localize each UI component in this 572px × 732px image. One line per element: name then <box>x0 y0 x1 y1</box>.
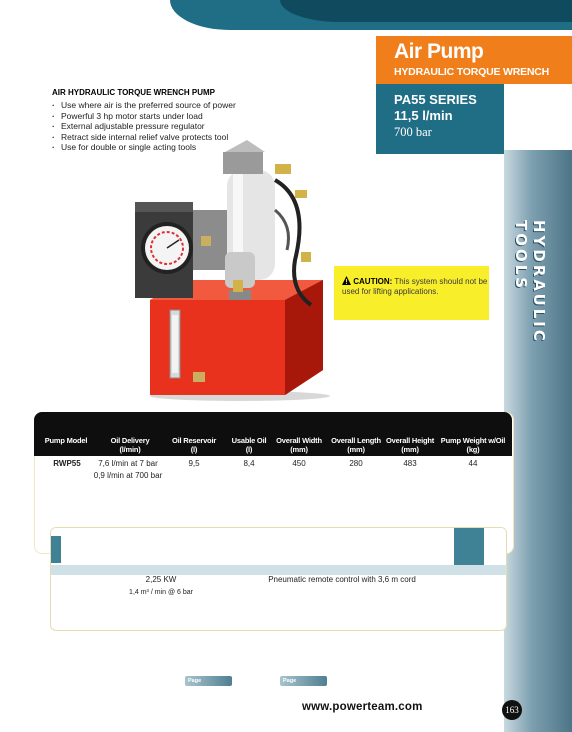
page-link[interactable]: Page <box>280 676 327 686</box>
cell-usable: 8,4 <box>243 459 255 468</box>
series-flow: 11,5 l/min <box>394 108 453 123</box>
product-heading: AIR HYDRAULIC TORQUE WRENCH PUMP <box>52 88 215 97</box>
cell-reservoir: 9,5 <box>188 459 200 468</box>
pump-image <box>125 140 335 402</box>
column-header-unit: (kg) <box>466 445 480 454</box>
motor-table-band <box>51 565 506 575</box>
website-url[interactable]: www.powerteam.com <box>302 701 423 713</box>
side-section-label: HYDRAULIC TOOLS <box>512 220 548 344</box>
feature-item: · Powerful 3 hp motor starts under load <box>52 111 236 122</box>
cell-delivery: 0,9 l/min at 700 bar <box>93 471 163 480</box>
column-header-unit: (mm) <box>347 445 365 454</box>
feature-item: · Retract side internal relief valve protects tool <box>52 132 236 143</box>
caution-box <box>334 266 489 320</box>
motor-table-accent <box>51 536 61 563</box>
column-header <box>98 436 162 454</box>
feature-item: · Use where air is the preferred source of power <box>52 100 236 111</box>
page-title: Air Pump <box>394 40 484 63</box>
column-header-label: Overall Height <box>385 436 435 445</box>
cell-length: 280 <box>349 459 363 468</box>
warning-icon <box>342 276 351 285</box>
cell-remote-control: Pneumatic remote control with 3,6 m cord <box>268 575 416 584</box>
cell-height: 483 <box>403 459 417 468</box>
feature-item: · Use for double or single acting tools <box>52 142 236 153</box>
series-pressure: 700 bar <box>394 125 432 139</box>
column-header <box>272 436 326 454</box>
column-header-label: Overall Width <box>276 436 322 445</box>
cell-delivery: 7,6 l/min at 7 bar <box>98 459 158 468</box>
column-header-label: Pump Model <box>44 436 88 445</box>
column-header-label: Pump Weight w/Oil <box>440 436 506 445</box>
caution-label: CAUTION: <box>353 277 393 286</box>
column-header-unit: (l) <box>245 445 253 454</box>
series-box <box>376 84 504 154</box>
caution-text: This system should not be used for lifting applications. <box>342 277 488 296</box>
column-header-unit: (mm) <box>290 445 308 454</box>
page-subtitle: HYDRAULIC TORQUE WRENCH <box>394 66 550 78</box>
column-header-label: Overall Length <box>331 436 381 445</box>
column-header <box>165 436 223 454</box>
cell-air-consumption: 1,4 m³ / min @ 6 bar <box>129 589 193 596</box>
column-header <box>383 436 437 454</box>
column-header-label: Usable Oil <box>231 436 267 445</box>
title-box <box>376 36 572 84</box>
cell-weight: 44 <box>468 459 478 468</box>
cell-motor-power: 2,25 KW <box>145 575 177 584</box>
column-header-unit: (l/min) <box>119 445 141 454</box>
column-header <box>226 436 272 454</box>
series-name: PA55 SERIES <box>394 92 477 107</box>
motor-table-header <box>51 528 506 566</box>
column-header <box>438 436 508 454</box>
column-header <box>38 436 94 445</box>
column-header <box>328 436 384 454</box>
cell-width: 450 <box>292 459 306 468</box>
column-header-unit: (l) <box>190 445 198 454</box>
feature-item: · External adjustable pressure regulator <box>52 121 236 132</box>
top-banner-accent <box>280 0 572 22</box>
column-header-unit: (mm) <box>401 445 419 454</box>
cell-model: RWP55 <box>53 459 81 468</box>
column-header-label: Oil Delivery <box>110 436 150 445</box>
column-header-label: Oil Reservoir <box>171 436 217 445</box>
page-number: 163 <box>502 700 522 720</box>
motor-table-accent <box>454 528 484 565</box>
page-link[interactable]: Page <box>185 676 232 686</box>
